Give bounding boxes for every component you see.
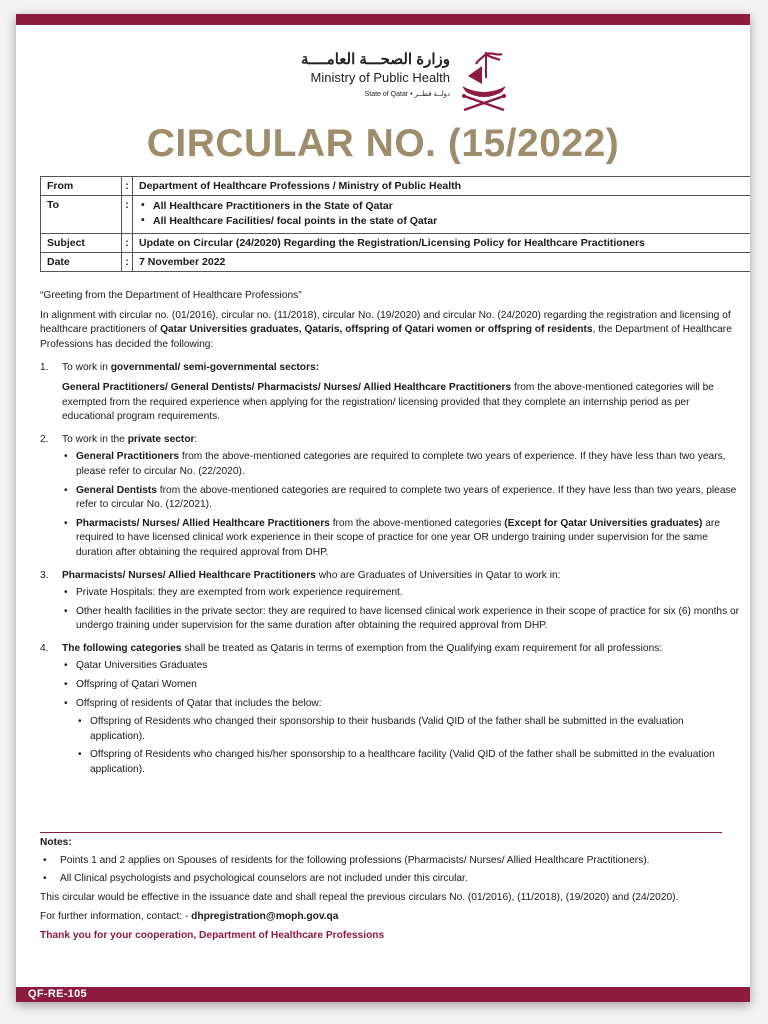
bottom-maroon-bar (16, 987, 750, 1002)
to-item: • All Healthcare Practitioners in the State of Qatar (139, 200, 749, 212)
intro-text-end: , the Department of Healthcare Professions has decided the following: (40, 324, 732, 350)
intro-bold: Qatar Universities graduates, Qataris, offspring of Qatari women or offspring of residents (160, 324, 593, 336)
to-value (133, 196, 751, 234)
section-4-heading (62, 642, 740, 657)
from-row (41, 177, 751, 196)
section-text: To work in (62, 362, 111, 374)
contact-text: For further information, contact: - (40, 911, 192, 923)
section-2-heading (62, 433, 740, 448)
section-1-paragraph (62, 381, 740, 425)
list-item: • Offspring of Qatari Women (62, 678, 740, 693)
section-4 (40, 642, 740, 778)
section-bold: The following categories (62, 642, 182, 654)
date-value: 7 November 2022 (133, 253, 751, 272)
from-value: Department of Healthcare Professions / Ministry of Public Health (133, 177, 751, 196)
logo-state-text: State of Qatar • دولــة قطــر (364, 91, 450, 98)
item-text: are required to have licensed clinical work experience in their scope of practice for one year OR undergo training under supervision for the same duration after obtaining the required approval from DHP. (76, 517, 720, 558)
to-label: To (41, 196, 122, 234)
form-code: QF-RE-105 (28, 988, 87, 1000)
item-bold: (Except for Qatar Universities graduates) (504, 517, 703, 529)
section-number: 1. (40, 362, 49, 374)
date-row (41, 253, 751, 272)
section-bold: private sector (127, 433, 195, 445)
section-number: 2. (40, 433, 49, 445)
nested-list-item: • Offspring of Residents who changed his/her sponsorship to a healthcare facility (Valid QID of the father shall be submitted in the evaluation application). (76, 748, 740, 777)
top-maroon-bar (16, 14, 750, 25)
list-item: • Other health facilities in the private sector: they are required to have licensed clinical work experience in their scope of practice for six (6) months or undergo training under supervision for the same duration after obtaining the required approval from DHP. (62, 605, 740, 634)
colon: : (122, 234, 133, 253)
colon: : (122, 196, 133, 234)
from-label: From (41, 177, 122, 196)
section-text: To work in the (62, 433, 128, 445)
section-text: who are Graduates of Universities in Qatar to work in: (315, 569, 561, 581)
section-3-heading (62, 569, 740, 584)
subject-value: Update on Circular (24/2020) Regarding the Registration/Licensing Policy for Healthcare Practitioners (133, 234, 751, 253)
notes-heading (40, 836, 740, 851)
ministry-logo (260, 50, 520, 122)
section-1 (40, 361, 740, 424)
greeting: “Greeting from the Department of Healthcare Professions” (40, 290, 302, 301)
section-bold: Pharmacists/ Nurses/ Allied Healthcare Practitioners (62, 569, 316, 581)
section-bold: governmental/ semi-governmental sectors: (110, 362, 320, 374)
date-label: Date (41, 253, 122, 272)
item-bold: General Practitioners (76, 451, 180, 463)
note-item: • All Clinical psychologists and psychological counselors are not included under this circular. (40, 872, 740, 887)
logo-arabic-text: وزارة الصحـــة العامــــة (301, 51, 450, 68)
section-text: : (194, 433, 198, 445)
item-text: from the above-mentioned categories are required to complete two years of experience. If they have less than two years, please refer to circular No. (12/2021). (76, 484, 737, 511)
subject-label: Subject (41, 234, 122, 253)
list-item (62, 517, 740, 561)
section-3 (40, 569, 740, 634)
note-item: • Points 1 and 2 applies on Spouses of residents for the following professions (Pharmacists/ Nurses/ Allied Healthcare Practitioners). (40, 854, 740, 869)
contact-line (40, 910, 740, 925)
intro-paragraph (40, 309, 740, 353)
list-item (62, 484, 740, 513)
section-2 (40, 433, 740, 561)
list-item: • Offspring of residents of Qatar that includes the below: (62, 697, 740, 712)
circular-page (16, 14, 750, 1002)
colon: : (122, 177, 133, 196)
thanks-line: Thank you for your cooperation, Department of Healthcare Professions (40, 929, 385, 941)
section-1-heading (62, 361, 740, 376)
contact-email-link[interactable]: dhpregistration@moph.gov.qa (191, 911, 339, 923)
list-item: • Private Hospitals: they are exempted from work experience requirement. (62, 586, 740, 601)
item-bold: Pharmacists/ Nurses/ Allied Healthcare Practitioners (76, 517, 330, 529)
section-number: 3. (40, 569, 49, 581)
item-bold: General Dentists (76, 484, 157, 496)
to-item: • All Healthcare Facilities/ focal points in the state of Qatar (139, 215, 749, 227)
notes-section (40, 836, 740, 944)
circular-header-table (40, 176, 750, 272)
section-bold: General Practitioners/ General Dentists/ Pharmacists/ Nurses/ Allied Healthcare Practitioners (62, 381, 512, 393)
intro-text: In alignment with circular no. (01/2016), circular no. (11/2018), circular No. (19/2020) and circular No. (24/2020) regarding the registration and licensing of healthcare practitioners of (40, 309, 731, 336)
notes-heading-text: Notes: (40, 837, 72, 848)
colon: : (122, 253, 133, 272)
list-item (62, 450, 740, 479)
section-text: shall be treated as Qataris in terms of exemption from the Qualifying exam requirement for all professions: (181, 642, 663, 654)
circular-body (40, 289, 740, 786)
item-text: from the above-mentioned categories are required to complete two years of experience. If they have less than two years, please refer to circular No. (22/2020). (76, 451, 726, 477)
notes-divider (40, 832, 722, 833)
subject-row (41, 234, 751, 253)
circular-title: CIRCULAR NO. (15/2022) (146, 122, 620, 165)
logo-english-text: Ministry of Public Health (310, 70, 450, 85)
list-item: • Qatar Universities Graduates (62, 659, 740, 674)
to-row (41, 196, 751, 234)
section-text: from the above-mentioned categories will be exempted from the required experience when applying for the registration/ licensing provided that they complete an internship period as per educational program requirements. (62, 381, 714, 423)
nested-list-item: • Offspring of Residents who changed their sponsorship to their husbands (Valid QID of the father shall be submitted in the evaluation application). (76, 715, 740, 744)
item-text: from the above-mentioned categories (329, 517, 505, 529)
section-number: 4. (40, 642, 49, 654)
effective-statement: This circular would be effective in the issuance date and shall repeal the previous circulars No. (01/2016), (11/2018), (19/2020) and (24/2020). (40, 891, 679, 903)
ministry-emblem-icon (456, 48, 512, 114)
